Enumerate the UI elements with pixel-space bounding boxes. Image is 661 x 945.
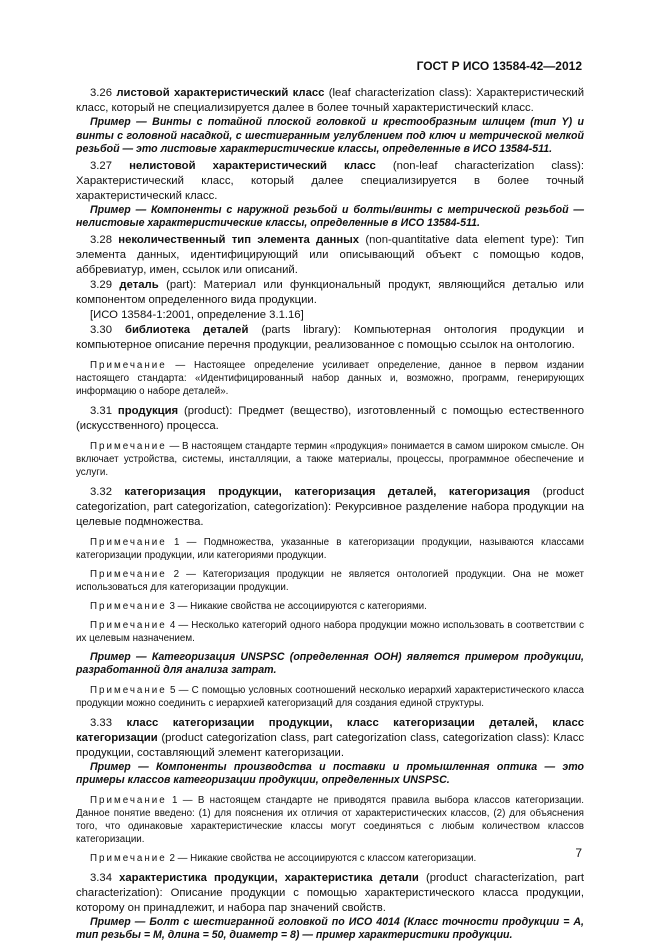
clause-number: 3.27 <box>90 159 112 172</box>
note-text: 4 — Несколько категорий одного набора продукции можно использовать в соответствии с их целевым назначением. <box>76 619 584 644</box>
definition-3-29 <box>76 278 584 308</box>
note-text: 2 — Категоризация продукции не является онтологией продукции. Она не может использоваться для категоризации продукции. <box>76 568 584 593</box>
term: листовой характеристический класс <box>116 87 325 99</box>
note-3-30 <box>76 359 584 398</box>
definition-3-32 <box>76 485 584 530</box>
term: продукция <box>117 404 179 417</box>
term: нелистовой характеристический класс <box>129 159 376 172</box>
clause-number: 3.32 <box>90 485 112 498</box>
note-text: 5 — С помощью условных соотношений несколько иерархий характеристического класса продукции можно соединить с иерархией категоризаций для создания единой структуры. <box>76 684 584 709</box>
definition-text: (product): Предмет (вещество), изготовленный с помощью естественного (искусственного) процесса. <box>76 404 584 432</box>
definition-3-27 <box>76 159 584 204</box>
definition-text: (leaf characterization class): Характеристический класс, который не специализируется далее в более точный характеристический класс. <box>76 87 585 114</box>
note-text: — В настоящем стандарте термин «продукция» понимается в самом широком смысле. Он включает устройства, системы, инсталляции, а также материалы, процессы, программное обеспечение и услуги. <box>76 440 584 478</box>
source-reference: [ИСО 13584-1:2001, определение 3.1.16] <box>90 308 304 321</box>
note-3-32-5 <box>76 684 584 710</box>
note-label: Примечание <box>90 619 167 631</box>
term: класс категоризации продукции, класс категоризации деталей, класс категоризации <box>76 716 585 744</box>
note-text: 1 — В настоящем стандарте не приводятся правила выбора классов категоризации. Данное понятие введено: (1) для пояснения их отличия от характеристических классов, (2) для объяснения того, что одинаковые характеристические классы могут соединяться с любым количеством классов категоризации. <box>76 794 584 845</box>
note-label: Примечание <box>90 852 167 864</box>
clause-number: 3.30 <box>90 323 112 336</box>
example-3-32: Пример — Категоризация UNSPSC (определенная ООН) является примером продукции, разработанной для анализа затрат. <box>76 650 584 676</box>
clause-number: 3.31 <box>90 404 112 417</box>
definition-3-34 <box>76 871 584 916</box>
note-label: Примечание <box>90 536 167 548</box>
note-label: Примечание <box>90 794 167 806</box>
clause-number: 3.29 <box>90 278 112 291</box>
example-3-27: Пример — Компоненты с наружной резьбой и болты/винты с метрической резьбой — нелистовые характеристические классы, определенные в ИСО 13584-511. <box>76 203 584 229</box>
definition-3-30 <box>76 323 584 353</box>
definition-3-33 <box>76 716 584 761</box>
definition-text: (product categorization class, part categorization class, categorization class): Класс продукции, составляющий элемент категоризации. <box>76 731 584 759</box>
term: библиотека деталей <box>124 323 249 336</box>
term: неколичественный тип элемента данных <box>118 233 360 246</box>
note-3-32-2 <box>76 568 584 594</box>
term: категоризация продукции, категоризация деталей, категоризация <box>124 485 531 498</box>
definition-3-28 <box>76 233 584 278</box>
note-3-32-1 <box>76 536 584 562</box>
note-text: 1 — Подмножества, указанные в категоризации продукции, называются классами категоризации продукции, или категориями продукции. <box>76 536 584 561</box>
definition-text: (product categorization, part categorization, categorization): Рекурсивное разделение набора продукции на целевые подмножества. <box>76 485 584 528</box>
definition-text: (non-quantitative data element type): Тип элемента данных, идентифицирующий или описывающий объект с помощью кодов, аббревиатур, имен, ссылок или описаний. <box>76 233 584 276</box>
note-3-33-2 <box>76 852 584 865</box>
example-3-26: Пример — Винты с потайной плоской головкой и крестообразным шлицем (тип Y) и винты с головной насадкой, с шестигранным углублением под ключ и метрической мелкой резьбой — это листовые характеристические классы, определенные в ИСО 13584-511. <box>76 116 584 155</box>
example-3-34: Пример — Болт с шестигранной головкой по ИСО 4014 (Класс точности продукции = A, тип резьбы = M, длина = 50, диаметр = 8) — пример характеристики продукции. <box>76 915 584 941</box>
note-label: Примечание <box>90 359 167 371</box>
clause-number: 3.33 <box>90 716 112 729</box>
note-text: 3 — Никакие свойства не ассоциируются с категориями. <box>166 600 427 612</box>
definition-text: (non-leaf characterization class): Характеристический класс, который далее специализируется в более точный характеристический класс. <box>76 159 585 202</box>
note-label: Примечание <box>90 568 167 580</box>
clause-number: 3.34 <box>90 871 112 884</box>
note-label: Примечание <box>90 440 167 452</box>
note-text: — Настоящее определение усиливает определение, данное в первом издании настоящего стандарта: «Идентифицированный набор данных и, возможно, программ, генерирующих информацию о наборе деталей». <box>76 359 584 397</box>
note-label: Примечание <box>90 684 167 696</box>
term: характеристика продукции, характеристика детали <box>119 871 419 884</box>
term: деталь <box>119 278 159 291</box>
clause-number: 3.28 <box>90 233 112 246</box>
definition-3-31 <box>76 404 584 434</box>
note-3-32-4 <box>76 619 584 645</box>
document-code: ГОСТ Р ИСО 13584-42—2012 <box>416 59 582 73</box>
note-text: 2 — Никакие свойства не ассоциируются с классом категоризации. <box>166 852 477 864</box>
page-number: 7 <box>575 846 582 860</box>
definition-text: (product characterization, part characterization): Описание продукции с помощью характеристического класса продукции, которому он принадлежит, и набора пар значений свойств. <box>76 871 584 914</box>
definition-text: (part): Материал или функциональный продукт, являющийся деталью или компонентом определенного вида продукции. <box>76 278 584 306</box>
note-3-33-1 <box>76 794 584 846</box>
page-content <box>76 86 584 945</box>
example-3-33: Пример — Компоненты производства и поставки и промышленная оптика — это примеры классов категоризации продукции, определенных UNSPSC. <box>76 760 584 786</box>
note-label: Примечание <box>90 600 167 612</box>
note-3-32-3 <box>76 600 584 613</box>
note-3-31 <box>76 440 584 479</box>
definition-text: (parts library): Компьютерная онтология продукции и компьютерное описание перечня продукции, реализованное с помощью ссылок на онтологию. <box>76 323 584 351</box>
definition-3-26 <box>76 86 584 116</box>
clause-number: 3.26 <box>90 87 112 99</box>
